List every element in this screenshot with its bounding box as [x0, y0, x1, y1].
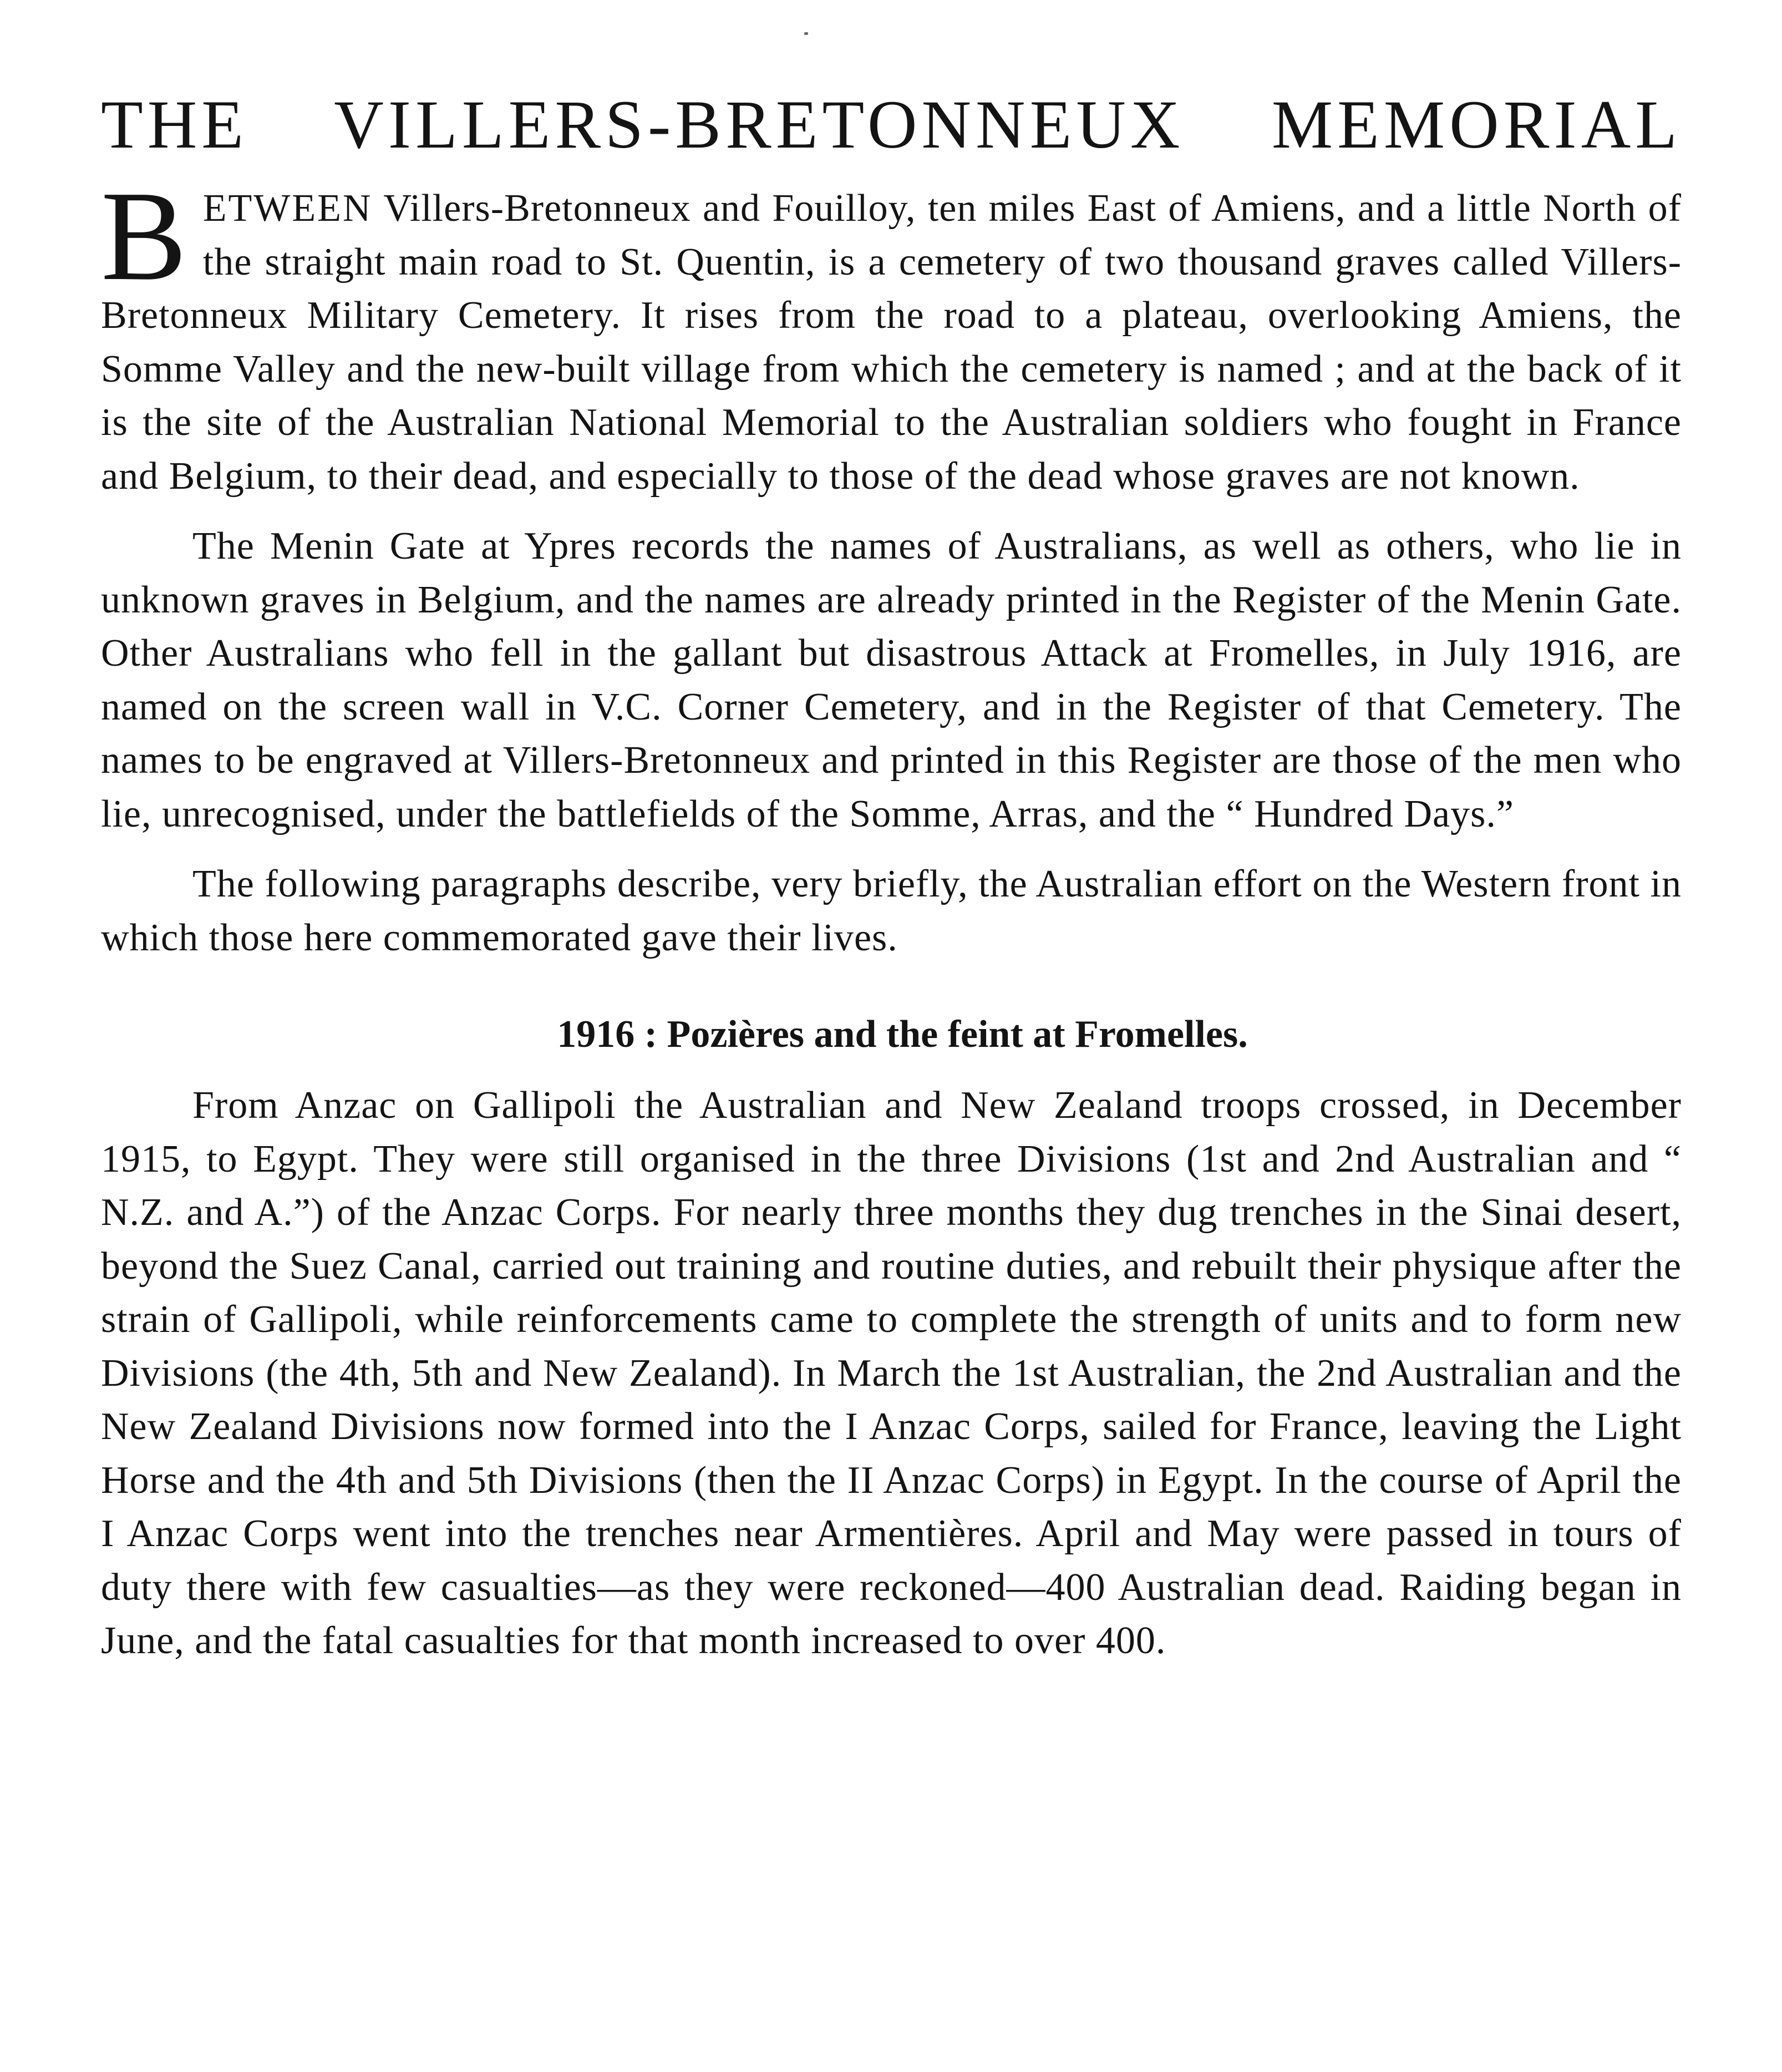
section-heading-1916: 1916 : Pozières and the feint at Fromelles. — [557, 1013, 1248, 1056]
paragraph-menin-gate: The Menin Gate at Ypres records the names of Australians, as well as others, who lie in unknown graves in Belgium, and the names are already printed in the Register of the Menin Gate. Other Australians who fell in the gallant but disastrous Attack at Fromelles, in July 1916, are named on the screen wall in V.C. Corner Cemetery, and in the Register of that Cemetery. The names to be engraved at Villers-Bretonneux and printed in this Register are those of the men who lie, unrecognised, under the battlefields of the Somme, Arras, and the “ Hundred Days.” — [101, 525, 1682, 835]
paragraph-following: The following paragraphs describe, very briefly, the Australian effort on the Western front in which those here commemorated gave their lives. — [101, 863, 1682, 959]
page-title: THE VILLERS-BRETONNEUX MEMORIAL — [101, 87, 1682, 163]
drop-cap-initial: B — [101, 165, 187, 307]
document-page — [101, 83, 1682, 1668]
paragraph-anzac: From Anzac on Gallipoli the Australian and New Zealand troops crossed, in December 1915, to Egypt. They were still organised in the three Divisions (1st and 2nd Australian and “ N.Z. and A.”) of the Anzac Corps. For nearly three months they dug trenches in the Sinai desert, beyond the Suez Canal, carried out training and routine duties, and rebuilt their physique after the strain of Gallipoli, while reinforcements came to complete the strength of units and to form new Divisions (the 4th, 5th and New Zealand). In March the 1st Australian, the 2nd Australian and the New Zealand Divisions now formed into the I Anzac Corps, sailed for France, leaving the Light Horse and the 4th and 5th Divisions (then the II Anzac Corps) in Egypt. In the course of April the I Anzac Corps went into the trenches near Armentières. April and May were passed in tours of duty there with few casualties—as they were reckoned—400 Australian dead. Raiding began in June, and the fatal casualties for that month increased to over 400. — [101, 1084, 1682, 1662]
scan-speck — [804, 32, 808, 35]
intro-text: Villers-Bretonneux and Fouilloy, ten miles East of Amiens, and a little North of the straight main road to St. Quentin, is a cemetery of two thousand graves called Villers-Bretonneux Military Cemetery. It rises from the road to a plateau, overlooking Amiens, the Somme Valley and the new-built village from which the cemetery is named ; and at the back of it is the site of the Australian National Memorial to the Australian soldiers who fought in France and Belgium, to their dead, and especially to those of the dead whose graves are not known. — [101, 187, 1682, 498]
first-word-rest: ETWEEN — [202, 187, 373, 230]
intro-paragraph — [101, 165, 1682, 503]
